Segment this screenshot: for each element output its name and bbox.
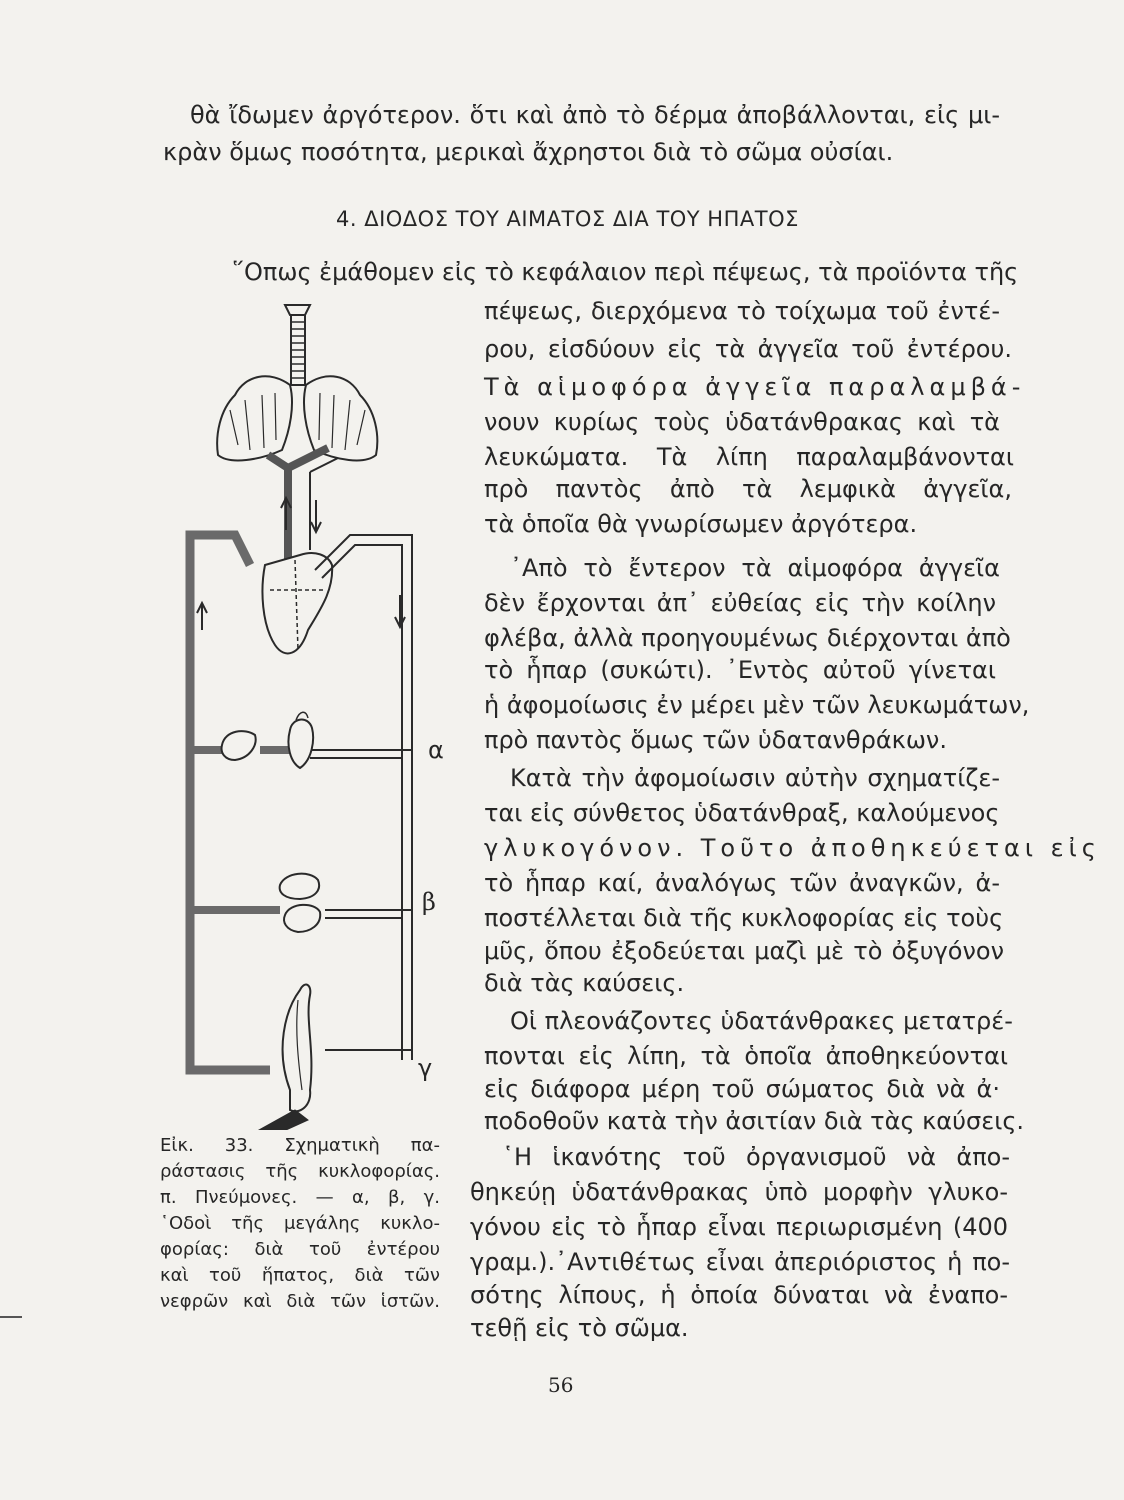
kidney-top-icon [280,874,319,899]
label-gamma: γ [418,1054,433,1082]
body-line: ποστέλλεται διὰ τῆς κυκλοφορίας εἰς τοὺς [484,904,1004,932]
body-line: Τὰ αἱμοφόρα ἀγγεῖα παραλαμβά- [484,373,1026,401]
arrow-up-left-icon [197,603,207,630]
label-pi: π [300,290,308,301]
body-line: λευκώματα. Τὰ λίπη παραλαμβάνονται [484,443,1014,471]
body-line: πονται εἰς λίπη, τὰ ὁποῖα ἀποθηκεύονται [484,1042,1008,1070]
body-line: γραμ.).᾿Αντιθέτως εἶναι ἀπεριόριστος ἡ πο- [470,1248,1010,1276]
trachea-icon [285,305,310,385]
body-line: τὸ ἧπαρ καί, ἀναλόγως τῶν ἀναγκῶν, ἀ- [484,869,1000,897]
body-line: μῦς, ὅπου ἐξοδεύεται μαζὶ μὲ τὸ ὀξυγόνον [484,937,1004,965]
figure-caption [160,1133,440,1315]
body-line: γόνου εἰς τὸ ἧπαρ εἶναι περιωρισμένη (400 [470,1213,1008,1241]
caption-line: φορίας: διὰ τοῦ ἐντέρου [160,1239,440,1260]
body-line: τὸ ἧπαρ (συκώτι). ᾿Εντὸς αὐτοῦ γίνεται [484,656,996,684]
body-line: Κατὰ τὴν ἀφομοίωσιν αὐτὴν σχηματίζε- [510,764,1000,792]
label-alpha: α [428,736,444,764]
body-line: θηκεύῃ ὑδατάνθρακας ὑπὸ μορφὴν γλυκο- [470,1178,1008,1206]
caption-line: νεφρῶν καὶ διὰ τῶν ἱστῶν. [160,1291,440,1312]
text-line-intro: ῞Οπως ἐμάθομεν εἰς τὸ κεφάλαιον περὶ πέψεως, τὰ προϊόντα τῆς [232,258,1019,286]
body-line: διὰ τὰς καύσεις. [484,969,685,997]
body-line: σότης λίπους, ἡ ὁποία δύναται νὰ ἐναπο- [470,1281,1008,1309]
body-line: τὰ ὁποῖα θὰ γνωρίσωμεν ἀργότερα. [484,510,918,538]
body-line: δὲν ἔρχονται ἀπ᾿ εὐθείας εἰς τὴν κοίλην [484,589,996,617]
kidney-bottom-icon [284,905,320,932]
body-line: ποδοθοῦν κατὰ τὴν ἀσιτίαν διὰ τὰς καύσεις. [484,1107,1025,1135]
body-line: ρου, εἰσδύουν εἰς τὰ ἀγγεῖα τοῦ ἐντέρου. [484,335,1012,363]
caption-line: καὶ τοῦ ἥπατος, διὰ τῶν [160,1265,440,1286]
text-line-top-1: θὰ ἴδωμεν ἀργότερον. ὅτι καὶ ἀπὸ τὸ δέρμα ἀποβάλλονται, εἰς μι- [190,101,1000,129]
intestine-icon [222,731,256,760]
body-line: ἡ ἀφομοίωσις ἐν μέρει μὲν τῶν λευκωμάτων, [484,691,1030,719]
body-line: τεθῇ εἰς τὸ σῶμα. [470,1314,689,1342]
body-line: γλυκογόνον. Τοῦτο ἀποθηκεύεται εἰς [484,834,1101,862]
circulation-diagram [150,290,450,1130]
body-line: εἰς διάφορα μέρη τοῦ σώματος διὰ νὰ ἀ· [484,1075,1000,1103]
body-line: πρὸ παντὸς ὅμως τῶν ὑδατανθράκων. [484,726,947,754]
label-beta: β [422,888,436,916]
body-line: ται εἰς σύνθετος ὑδατάνθραξ, καλούμενος [484,799,1000,827]
caption-line: ῾Οδοὶ τῆς μεγάλης κυκλο- [160,1213,440,1234]
body-line: νουν κυρίως τοὺς ὑδατάνθρακας καὶ τὰ [484,408,1000,436]
body-line: ῾Η ἱκανότης τοῦ ὀργανισμοῦ νὰ ἀπο- [502,1143,1010,1171]
body-line: πέψεως, διερχόμενα τὸ τοίχωμα τοῦ ἐντέ- [484,297,1000,325]
arrow-down-icon [311,500,321,532]
right-lung-icon [304,376,377,460]
liver-icon [288,720,313,768]
body-line: Οἱ πλεονάζοντες ὑδατάνθρακες μετατρέ- [510,1007,1013,1035]
body-line: φλέβα, ἀλλὰ προηγουμένως διέρχονται ἀπὸ [484,624,1011,652]
body-line: ᾿Απὸ τὸ ἔντερον τὰ αἱμοφόρα ἀγγεῖα [510,554,1000,582]
left-lung-icon [217,376,292,460]
margin-mark [0,1316,22,1318]
body-line: πρὸ παντὸς ἀπὸ τὰ λεμφικὰ ἀγγεῖα, [484,475,1012,503]
caption-line: ράστασις τῆς κυκλοφορίας. [160,1161,440,1182]
caption-line: Εἰκ. 33. Σχηματικὴ πα- [160,1135,440,1156]
text-line-top-2: κρὰν ὅμως ποσότητα, μερικαὶ ἄχρηστοι διὰ τὸ σῶμα οὐσίαι. [163,138,894,166]
arrow-down-right-icon [395,595,405,627]
page-number: 56 [548,1373,574,1397]
caption-line: π. Πνεύμονες. — α, β, γ. [160,1187,440,1208]
section-heading: 4. ΔΙΟΔΟΣ ΤΟΥ ΑΙΜΑΤΟΣ ΔΙΑ ΤΟΥ ΗΠΑΤΟΣ [336,207,799,231]
tissue-muscle-icon [283,985,312,1112]
